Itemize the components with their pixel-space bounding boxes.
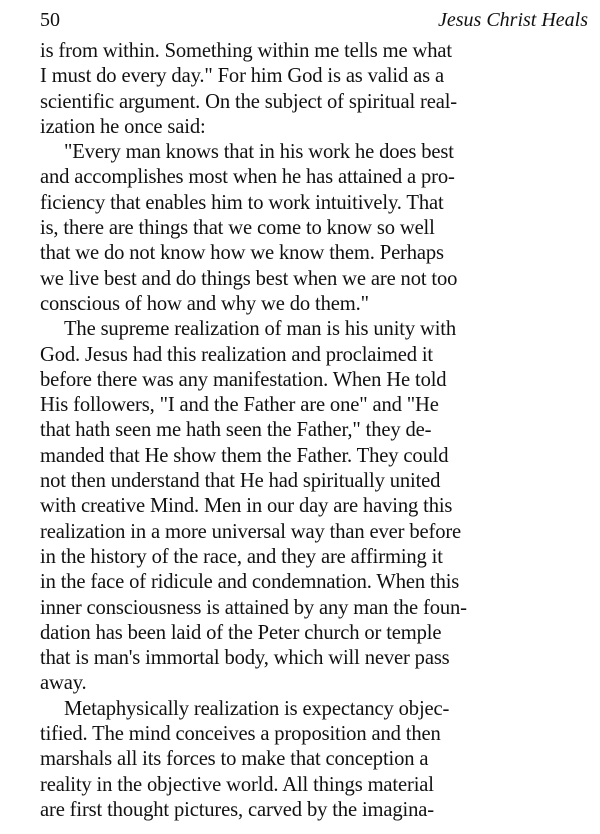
text-line: I must do every day." For him God is as valid as a — [40, 65, 444, 88]
text-line: in the history of the race, and they are affirming it — [40, 545, 443, 568]
page-number: 50 — [40, 9, 60, 31]
text-line: dation has been laid of the Peter church or temple — [40, 621, 442, 644]
text-line: God. Jesus had this realization and proclaimed it — [40, 343, 433, 366]
text-line: that is man's immortal body, which will never pass — [40, 647, 450, 670]
text-line: marshals all its forces to make that conception a — [40, 748, 429, 771]
text-line: not then understand that He had spiritually united — [40, 470, 441, 493]
text-line: tified. The mind conceives a proposition and then — [40, 723, 441, 746]
text-line: before there was any manifestation. When He told — [40, 368, 447, 391]
text-line: "Every man knows that in his work he does best — [64, 141, 454, 164]
text-line: is from within. Something within me tells me what — [40, 40, 452, 62]
text-line: with creative Mind. Men in our day are having this — [40, 495, 453, 518]
text-line: and accomplishes most when he has attained a pro- — [40, 166, 455, 189]
running-head — [40, 6, 588, 34]
text-line: Metaphysically realization is expectancy objec- — [64, 697, 450, 720]
text-line: is, there are things that we come to know so well — [40, 217, 435, 240]
text-line: ization he once said: — [40, 115, 206, 138]
body-text — [40, 39, 588, 823]
text-line: in the face of ridicule and condemnation. When this — [40, 571, 460, 594]
text-line: scientific argument. On the subject of spiritual real- — [40, 90, 457, 113]
text-line: we live best and do things best when we are not too — [40, 267, 458, 290]
text-line: inner consciousness is attained by any man the foun- — [40, 596, 467, 619]
text-line: manded that He show them the Father. They could — [40, 444, 449, 467]
text-line: His followers, "I and the Father are one" and "He — [40, 394, 439, 417]
text-line: The supreme realization of man is his unity with — [64, 318, 456, 341]
text-line: that hath seen me hath seen the Father," they de- — [40, 419, 432, 442]
text-line: conscious of how and why we do them." — [40, 292, 369, 315]
text-line: away. — [40, 672, 87, 695]
text-line: reality in the objective world. All things material — [40, 773, 434, 796]
text-line: realization in a more universal way than ever before — [40, 520, 462, 543]
book-page — [40, 6, 588, 823]
text-line: that we do not know how we know them. Perhaps — [40, 242, 444, 265]
text-line: ficiency that enables him to work intuitively. That — [40, 191, 444, 214]
text-line: are first thought pictures, carved by the imagina- — [40, 798, 434, 821]
running-title: Jesus Christ Heals — [438, 9, 588, 31]
